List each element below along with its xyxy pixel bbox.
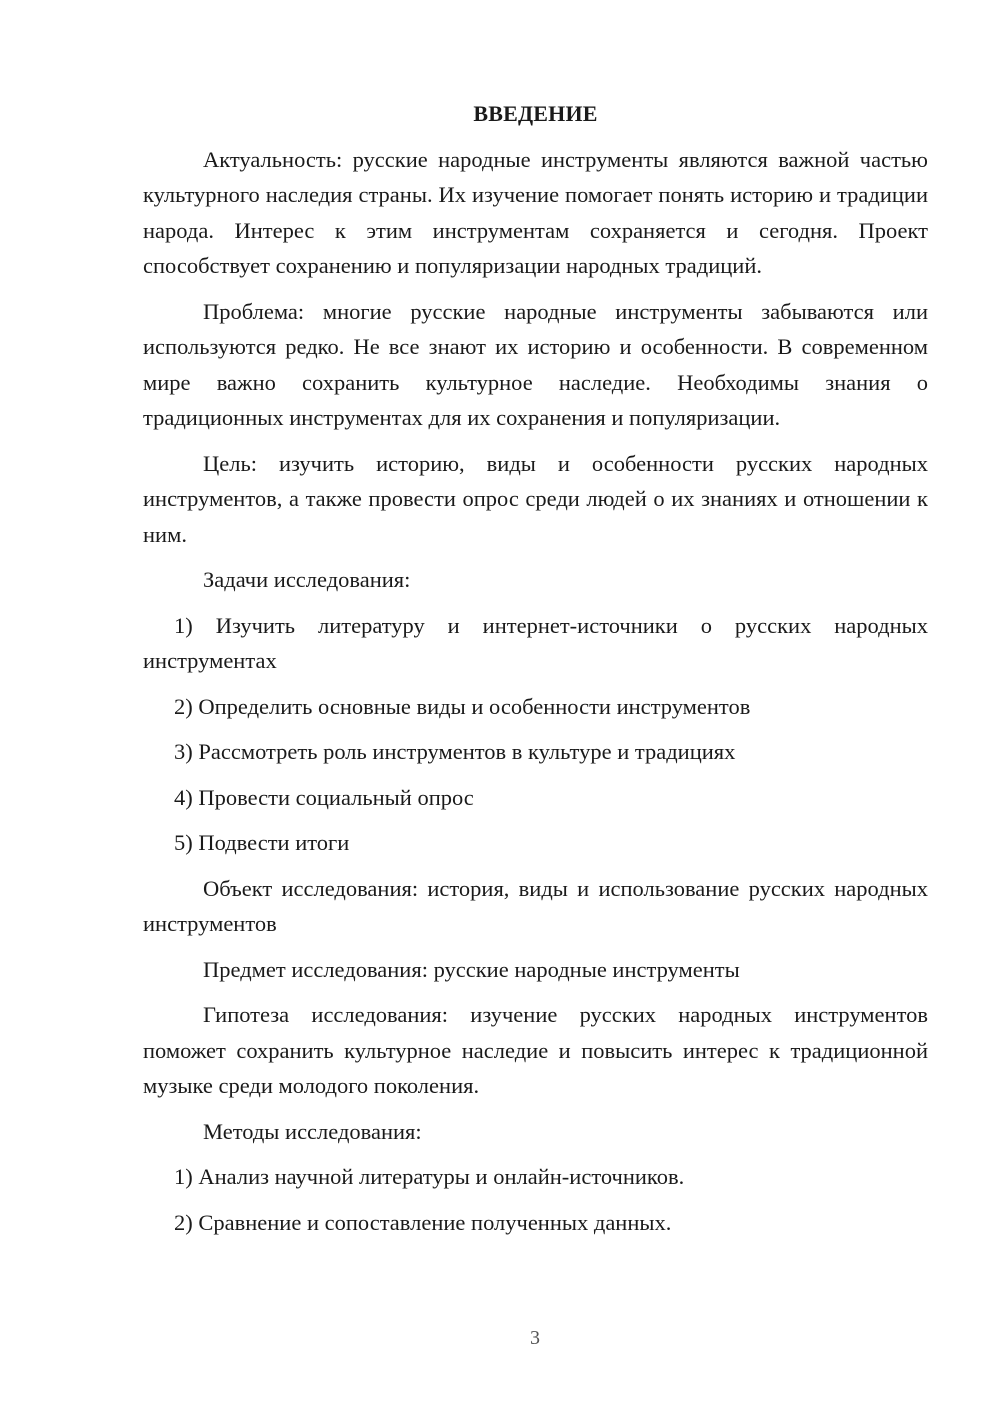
task-item: 4) Провести социальный опрос bbox=[174, 784, 474, 810]
problem-paragraph: Проблема: многие русские народные инструменты забываются или используются редко. Не все знают их историю и особенности. В современном мире важно сохранить культурное наследие. Необходимы знания о традиционных инструментах для их сохранения и популяризации. bbox=[143, 298, 928, 430]
method-item: 2) Сравнение и сопоставление полученных данных. bbox=[174, 1209, 672, 1235]
object-paragraph: Объект исследования: история, виды и использование русских народных инструментов bbox=[143, 875, 928, 936]
page-number: 3 bbox=[530, 1327, 540, 1349]
task-item: 2) Определить основные виды и особенности инструментов bbox=[174, 693, 751, 719]
document-page bbox=[143, 96, 928, 1250]
method-item: 1) Анализ научной литературы и онлайн-источников. bbox=[174, 1164, 685, 1189]
tasks-list bbox=[143, 608, 928, 861]
tasks-heading: Задачи исследования: bbox=[203, 567, 411, 592]
methods-list bbox=[143, 1159, 928, 1240]
task-item: 3) Рассмотреть роль инструментов в культуре и традициях bbox=[174, 739, 736, 764]
subject-paragraph: Предмет исследования: русские народные инструменты bbox=[203, 956, 740, 982]
hypothesis-paragraph: Гипотеза исследования: изучение русских народных инструментов поможет сохранить культурное наследие и повысить интерес к традиционной музыке среди молодого поколения. bbox=[143, 1002, 928, 1098]
relevance-paragraph: Актуальность: русские народные инструменты являются важной частью культурного наследия страны. Их изучение помогает понять историю и традиции народа. Интерес к этим инструментам сохраняется и сегодня. Проект способствует сохранению и популяризации народных традиций. bbox=[143, 146, 928, 278]
task-item: 5) Подвести итоги bbox=[174, 830, 350, 855]
goal-paragraph: Цель: изучить историю, виды и особенности русских народных инструментов, а также провести опрос среди людей о их знаниях и отношении к ним. bbox=[143, 450, 928, 547]
methods-heading: Методы исследования: bbox=[203, 1118, 422, 1144]
task-item: 1) Изучить литературу и интернет-источники о русских народных инструментах bbox=[143, 612, 928, 673]
document-title: ВВЕДЕНИЕ bbox=[473, 101, 598, 126]
